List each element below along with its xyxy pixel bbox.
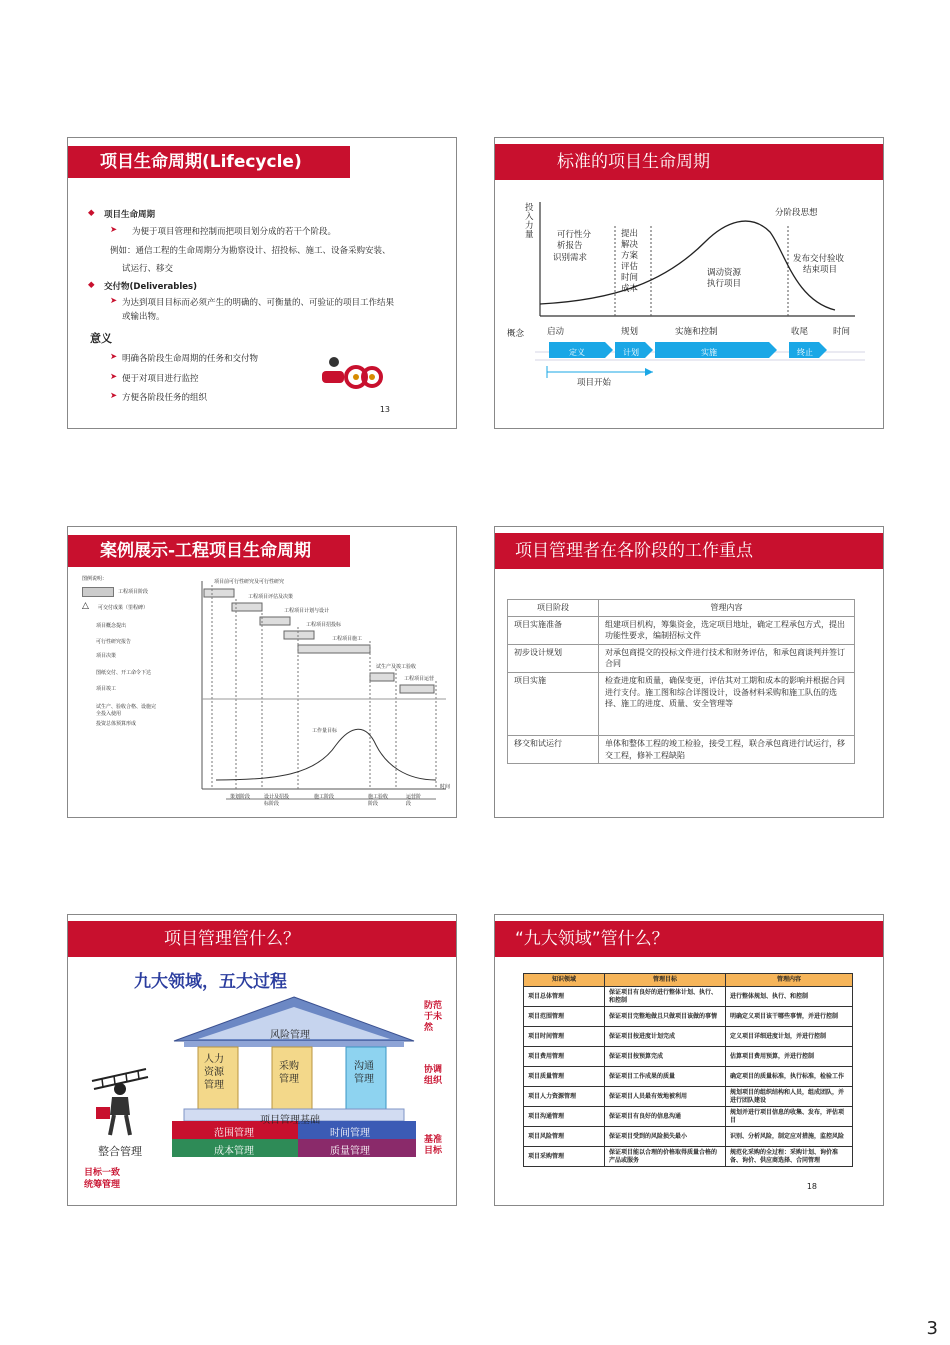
table-cell: 项目沟通管理	[524, 1107, 605, 1127]
table-cell: 保证项目工作成果的质量	[605, 1067, 726, 1087]
legend-item: 项目概念提出	[96, 623, 127, 629]
slide-page-number: 13	[379, 405, 390, 414]
table-cell: 规划项目的组织结构和人员，组成团队，并进行团队建设	[726, 1087, 853, 1107]
step-label: 试生产及竣工验收	[376, 664, 417, 670]
bullet-diamond-icon: ◆	[88, 208, 95, 218]
slide-title: “九大领域”管什么？	[495, 921, 883, 957]
phase-implement: 实施	[701, 348, 717, 357]
phase-define: 定义	[569, 348, 585, 357]
table-cell: 保证项目有良好的信息沟通	[605, 1107, 726, 1127]
slide-nine-areas	[67, 914, 457, 1206]
axis-label-start: 启动	[547, 327, 565, 337]
table-cell: 检查进度和质量，确保变更，评估其对工期和成本的影响并根据合同进行支付。施工图和综合详图设计，设备材料采购和施工队伍的选择、施工的进度、质量、安全管理等	[599, 672, 855, 735]
legend-item: 试生产、验收合格、设施完全投入使用	[96, 704, 157, 717]
table-cell: 保证项目有良好的进行整体计划、执行、和控制	[605, 987, 726, 1007]
label-plan-5: 时间	[621, 273, 639, 283]
table-cell: 保证项目受到的风险损失最小	[605, 1127, 726, 1147]
table-cell: 项目采购管理	[524, 1147, 605, 1167]
project-start-label: 项目开始	[577, 378, 612, 388]
table-cell: 项目实施准备	[508, 616, 599, 644]
slide-lifecycle	[67, 137, 457, 429]
legend-item: 项目竣工	[96, 686, 117, 692]
table-header-row	[508, 600, 855, 617]
axis-label-concept: 概念	[507, 329, 525, 339]
table-row	[524, 1127, 853, 1147]
side-label-coordinate: 协调组织	[424, 1065, 443, 1086]
axis-label-close: 收尾	[791, 327, 809, 337]
roof-label: 风险管理	[270, 1030, 310, 1041]
table-row	[524, 1027, 853, 1047]
axis-label-time: 时间	[833, 327, 851, 337]
block-scope: 范围管理	[214, 1128, 254, 1139]
curve-label: 工作量目标	[312, 728, 338, 734]
bullet-heading: 项目生命周期	[104, 210, 156, 220]
bullet-text: 试运行、移交	[122, 264, 174, 274]
axis-label-implement: 实施和控制	[675, 327, 718, 337]
table-cell: 定义项目详细进度计划，并进行控制	[726, 1027, 853, 1047]
bullet-text: 或输出物。	[122, 312, 165, 322]
table-cell: 对承包商提交的投标文件进行技术和财务评估，和承包商谈判并签订合同	[599, 644, 855, 672]
block-quality: 质量管理	[330, 1146, 370, 1157]
block-time: 时间管理	[330, 1128, 370, 1139]
table-row	[508, 616, 855, 644]
label-feasibility-2: 析报告	[557, 241, 583, 251]
side-label-prevent: 防范于未然	[424, 1001, 443, 1033]
slide-title: 项目管理者在各阶段的工作重点	[495, 533, 883, 569]
goal-label-2: 统筹管理	[84, 1180, 121, 1190]
bullet-text: 为便于项目管理和控制而把项目划分成的若干个阶段。	[132, 227, 337, 237]
label-execute-1: 调动资源	[707, 268, 742, 278]
table-row	[524, 987, 853, 1007]
slide-title: 案例展示-工程项目生命周期	[68, 535, 350, 567]
slide-title: 标准的项目生命周期	[495, 144, 883, 180]
table-row	[524, 1107, 853, 1127]
x-phase-label: 施工验收阶段	[368, 794, 389, 807]
step-label: 工程项目招投标	[306, 622, 342, 628]
x-phase-label: 运营阶段	[406, 794, 422, 807]
table-cell: 移交和试运行	[508, 735, 599, 763]
table-cell: 保证项目按预算完成	[605, 1047, 726, 1067]
slide-standard-lifecycle	[494, 137, 884, 429]
step-label: 工程项目计划与设计	[284, 608, 330, 614]
gears-figure-icon	[320, 353, 384, 391]
table-cell: 项目人力资源管理	[524, 1087, 605, 1107]
axis-label-plan: 规划	[621, 327, 639, 337]
label-feasibility-3: 识别需求	[553, 253, 588, 263]
table-row	[508, 644, 855, 672]
arrow-icon: ➤	[110, 352, 118, 362]
x-phase-label: 设计及招投标阶段	[264, 794, 290, 807]
table-header-cell: 管理内容	[599, 600, 855, 617]
arrow-icon: ➤	[110, 372, 118, 382]
legend-item: 工程项目阶段	[118, 589, 149, 595]
table-header-cell: 管理目标	[605, 974, 726, 987]
table-cell: 项目质量管理	[524, 1067, 605, 1087]
table-header-cell: 管理内容	[726, 974, 853, 987]
table-row	[524, 1047, 853, 1067]
table-cell: 估算项目费用预算，并进行控制	[726, 1047, 853, 1067]
legend-item: 可交付成果（里程碑）	[98, 605, 149, 611]
label-plan-3: 方案	[621, 251, 639, 261]
table-row	[524, 1147, 853, 1167]
step-label: 项目前可行性研究及可行性研究	[214, 579, 285, 585]
arrow-icon: ➤	[110, 296, 118, 306]
goal-label-1: 目标一致	[84, 1168, 121, 1178]
table-cell: 项目费用管理	[524, 1047, 605, 1067]
table-cell: 保证项目按进度计划完成	[605, 1027, 726, 1047]
section-heading: 意义	[90, 332, 112, 345]
label-close-1: 发布交付验收	[793, 254, 845, 264]
label-idea: 分阶段思想	[775, 208, 818, 218]
worker-with-ladder-icon	[84, 1063, 154, 1137]
table-cell: 确定项目的质量标准，执行标准，检验工作	[726, 1067, 853, 1087]
pillar-communication: 沟通管理	[354, 1061, 374, 1085]
block-cost: 成本管理	[214, 1146, 254, 1157]
base-label: 项目管理基础	[260, 1115, 320, 1126]
slide-page-number: 18	[806, 1182, 817, 1191]
slide-nine-areas-detail	[494, 914, 884, 1206]
side-label-baseline: 基准目标	[424, 1135, 443, 1156]
step-label: 工程项目运营	[404, 676, 435, 682]
phase-terminate: 终止	[797, 348, 813, 357]
table-row	[524, 1087, 853, 1107]
table-cell: 初步设计规划	[508, 644, 599, 672]
x-phase-label: 策划阶段	[230, 794, 251, 800]
phase-plan: 计划	[623, 348, 639, 357]
table-header-cell: 知识领域	[524, 974, 605, 987]
time-label: 时间	[440, 784, 451, 790]
subtitle: 九大领域，五大过程	[134, 972, 287, 992]
y-axis-label: 投入力量	[525, 203, 534, 240]
slide-title: 项目管理管什么？	[68, 921, 456, 957]
table-cell: 识别、分析风险，制定应对措施，监控风险	[726, 1127, 853, 1147]
label-plan-4: 评估	[621, 262, 639, 272]
arrow-icon: ➤	[110, 225, 118, 235]
table-cell: 项目总体管理	[524, 987, 605, 1007]
table-row	[524, 1067, 853, 1087]
table-cell: 规划并进行项目信息的收集、发布，评估项目	[726, 1107, 853, 1127]
milestone-triangle-icon: △	[82, 601, 89, 611]
legend-item: 项目决策	[96, 653, 117, 659]
slide-case-lifecycle	[67, 526, 457, 818]
legend-phase-swatch	[82, 587, 114, 597]
bullet-heading: 交付物(Deliverables)	[104, 282, 197, 292]
slide-manager-focus	[494, 526, 884, 818]
focus-table	[507, 599, 855, 764]
label-execute-2: 执行项目	[707, 279, 742, 289]
legend-item: 投资总体预算形成	[96, 721, 137, 727]
bullet-text: 方便各阶段任务的组织	[122, 393, 208, 403]
bullet-text: 例如：通信工程的生命周期分为勘察设计、招投标、施工、设备采购安装、	[110, 246, 391, 256]
bullet-text: 明确各阶段生命周期的任务和交付物	[122, 354, 259, 364]
legend-item: 图纸交付、开工命令下达	[96, 670, 152, 676]
table-cell: 明确定义项目该干哪些事情，并进行控制	[726, 1007, 853, 1027]
table-cell: 项目范围管理	[524, 1007, 605, 1027]
integration-label: 整合管理	[98, 1145, 142, 1158]
step-label: 工程项目评估及决策	[248, 594, 294, 600]
bullet-text: 为达到项目目标而必须产生的明确的、可衡量的、可验证的项目工作结果	[122, 298, 395, 308]
table-cell: 规范化采购的全过程：采购计划、询价准备、询价、供应商选择、合同管理	[726, 1147, 853, 1167]
pillar-procurement: 采购管理	[279, 1061, 299, 1085]
table-header-row	[524, 974, 853, 987]
table-cell: 项目风险管理	[524, 1127, 605, 1147]
arrow-icon: ➤	[110, 391, 118, 401]
table-cell: 进行整体规划、执行、和控制	[726, 987, 853, 1007]
table-cell: 组建项目机构，筹集资金，选定项目地址，确定工程承包方式，提出功能性要求，编制招标文件	[599, 616, 855, 644]
label-feasibility-1: 可行性分	[557, 230, 592, 240]
page-number: 3	[926, 1318, 938, 1339]
table-cell: 项目实施	[508, 672, 599, 735]
slide-title: 项目生命周期(Lifecycle)	[68, 146, 350, 178]
table-row	[508, 735, 855, 763]
label-plan-1: 提出	[621, 229, 639, 239]
table-row	[508, 672, 855, 735]
table-cell: 项目时间管理	[524, 1027, 605, 1047]
table-header-cell: 项目阶段	[508, 600, 599, 617]
table-cell: 保证项目能以合理的价格取得质量合格的产品或服务	[605, 1147, 726, 1167]
case-diagram	[78, 575, 452, 813]
bullet-diamond-icon: ◆	[88, 280, 95, 290]
legend-item: 可行性研究报告	[96, 639, 132, 645]
label-plan-6: 成本	[621, 284, 639, 294]
x-phase-label: 施工阶段	[314, 794, 335, 800]
table-cell: 保证项目完整地做且只做项目该做的事情	[605, 1007, 726, 1027]
bullet-text: 便于对项目进行监控	[122, 374, 199, 384]
label-close-2: 结束项目	[803, 265, 838, 275]
table-cell: 单体和整体工程的竣工检验，接受工程，联合承包商进行试运行，移交工程，修补工程缺陷	[599, 735, 855, 763]
areas-table	[523, 973, 853, 1167]
step-label: 工程项目施工	[332, 636, 363, 642]
table-cell: 保证项目人员最有效地被利用	[605, 1087, 726, 1107]
table-row	[524, 1007, 853, 1027]
legend-title: 图例说明：	[82, 576, 108, 582]
lifecycle-curve-chart	[495, 182, 883, 428]
label-plan-2: 解决	[621, 240, 639, 250]
pillar-hr: 人力资源管理	[204, 1054, 224, 1091]
